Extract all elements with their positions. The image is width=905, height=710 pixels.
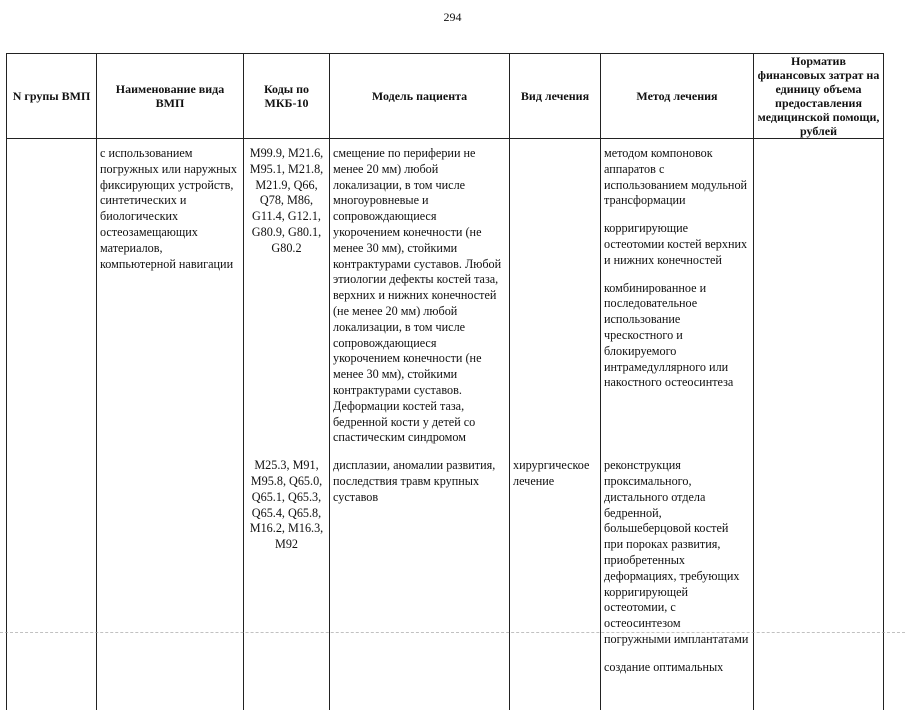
method-item: реконструкция проксимального, дистального отдела бедренной, большеберцовой костей при пороках развития, приобретенных деформациях, требующих корригирующей остеотомии, с остеосинтезом погружными имплантатами [604, 458, 749, 646]
cell-treatment-type [510, 139, 601, 457]
cell-vmp-name: с использованием погружных или наружных фиксирующих устройств, синтетических и биологических остеозамещающих материалов, компьютерной навигации [97, 139, 244, 457]
table-continuation [604, 688, 750, 710]
header-patient-model: Модель пациента [330, 54, 510, 139]
page-number: 294 [443, 10, 462, 24]
table-row [7, 139, 884, 457]
header-cost-norm: Норматив финансовых затрат на единицу объема предоставления медицинской помощи, рублей [754, 54, 884, 139]
header-treatment-method: Метод лечения [601, 54, 754, 139]
method-item: корригирующие остеотомии костей верхних и нижних конечностей [604, 221, 748, 267]
table-header-row [7, 54, 884, 139]
method-item: комбинированное и последовательное использование чрескостного и блокируемого интрамедуллярного или накостного остеосинтеза [604, 280, 734, 390]
header-icd-codes: Коды по МКБ-10 [244, 54, 330, 139]
cell-icd-codes: M25.3, M91, M95.8, Q65.0, Q65.1, Q65.3, Q65.4, Q65.8, M16.2, M16.3, M92 [244, 456, 330, 709]
cell-group [7, 456, 97, 709]
cell-cost-norm [754, 456, 884, 709]
table-row [7, 456, 884, 709]
page-bottom-edge [0, 632, 905, 633]
header-vmp-name: Наименование вида ВМП [97, 54, 244, 139]
cell-patient-model: смещение по периферии не менее 20 мм) любой локализации, в том числе многоуровневые и сопровождающиеся укорочением конечности (не менее 30 мм), стойкими контрактурами суставов. Любой этиологии дефекты костей таза, верхних и нижних конечностей (не менее 20 мм) любой локализации, в том числе сопровождающиеся укорочением конечности (не менее 30 мм), стойкими контрактурами суставов. Деформации костей таза, бедренной кости у детей со спастическим синдромом [330, 139, 510, 457]
cell-cost-norm [754, 139, 884, 457]
vmp-table [6, 53, 884, 710]
cell-patient-model: дисплазии, аномалии развития, последствия травм крупных суставов [330, 456, 510, 709]
cell-group [7, 139, 97, 457]
cell-treatment-method [601, 456, 754, 709]
header-group-number: N групы ВМП [7, 54, 97, 139]
method-item: создание оптимальных [604, 659, 724, 674]
method-item: методом компоновок аппаратов с использованием модульной трансформации [604, 146, 748, 208]
cell-vmp-name [97, 456, 244, 709]
header-treatment-type: Вид лечения [510, 54, 601, 139]
cell-treatment-type: хирургическое лечение [510, 456, 601, 709]
cell-treatment-method [601, 139, 754, 457]
cell-icd-codes: M99.9, M21.6, M95.1, M21.8, M21.9, Q66, Q78, M86, G11.4, G12.1, G80.9, G80.1, G80.2 [244, 139, 330, 457]
